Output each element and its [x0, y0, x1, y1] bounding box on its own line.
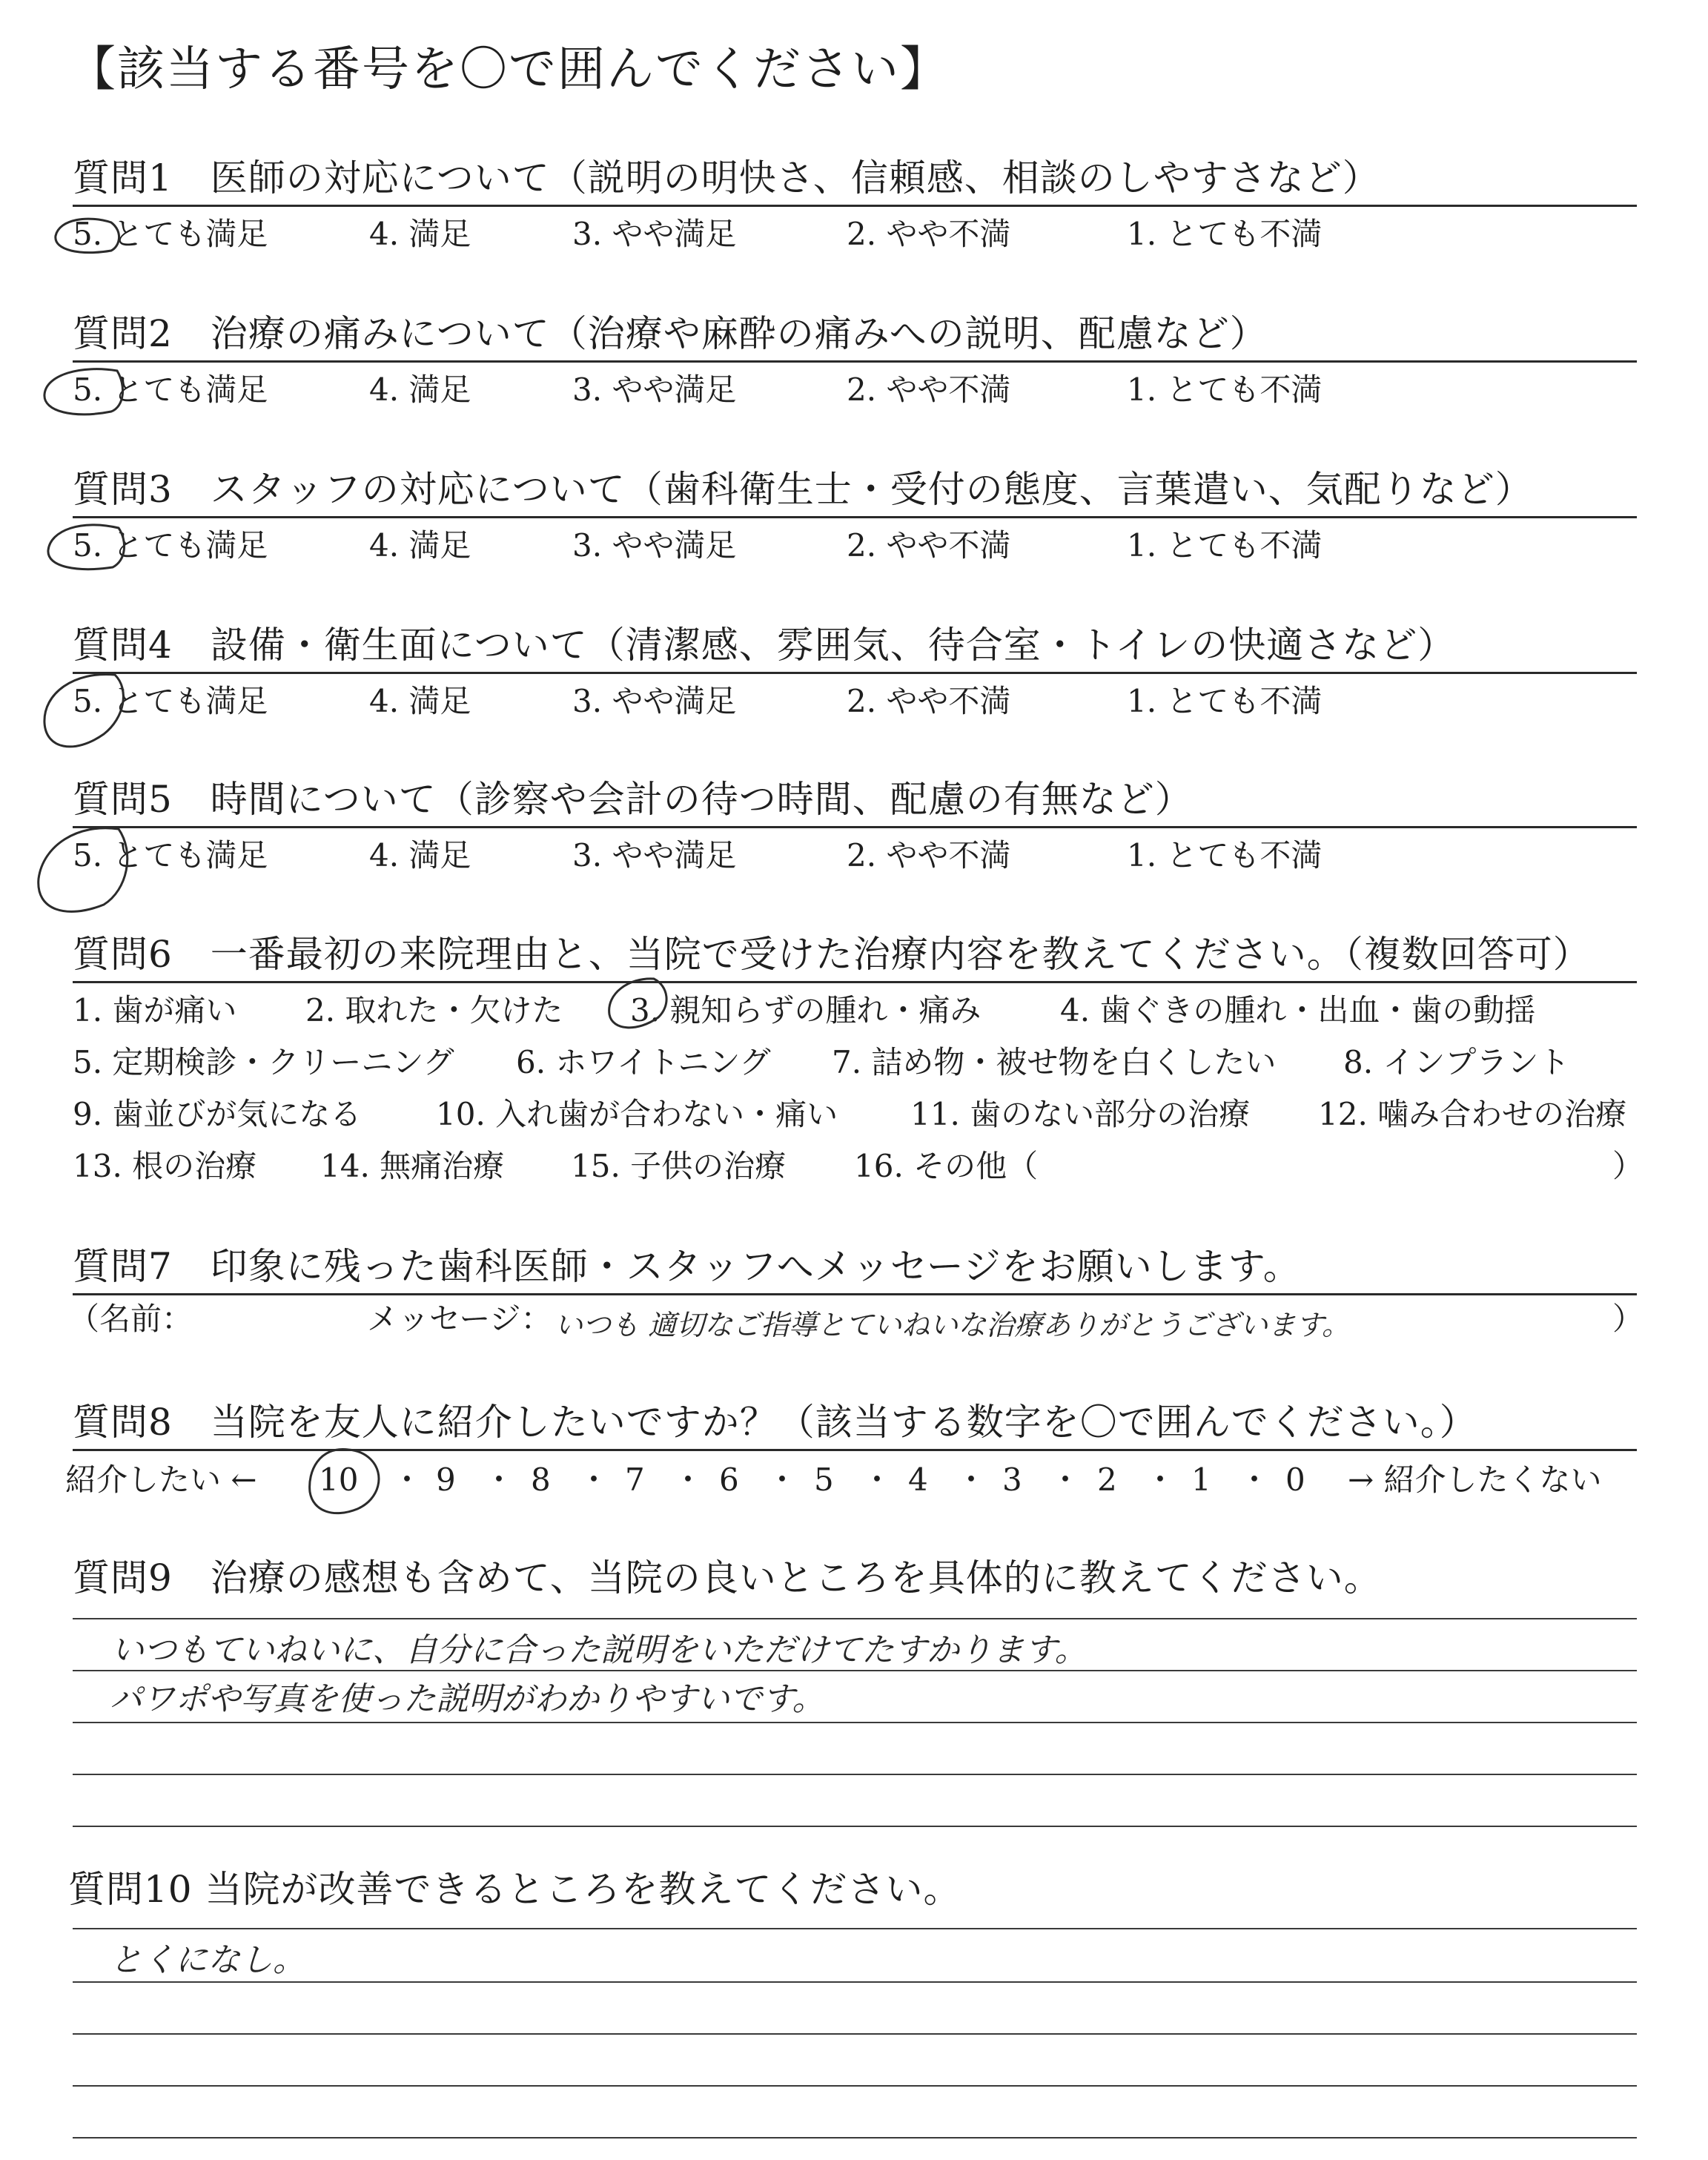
q4-option-5[interactable]: 5. とても満足	[73, 683, 268, 719]
q6-close-paren: ）	[1612, 1148, 1644, 1184]
q6-option-9[interactable]: 9. 歯並びが気になる	[73, 1096, 362, 1132]
q6-selection-circle	[609, 979, 666, 1028]
q7-message-label: メッセージ：	[367, 1301, 552, 1337]
q1-selection-circle	[56, 219, 119, 253]
q6-option-8[interactable]: 8. インプラント	[1343, 1044, 1570, 1080]
question-7-title: 質問7 印象に残った歯科医師・スタッフへメッセージをお願いします。	[73, 1245, 1301, 1288]
q1-option-1[interactable]: 1. とても不満	[1127, 216, 1323, 252]
q6-option-2[interactable]: 2. 取れた・欠けた	[305, 992, 563, 1028]
q6-option-10[interactable]: 10. 入れ歯が合わない・痛い	[436, 1096, 838, 1132]
q6-option-14[interactable]: 14. 無痛治療	[320, 1148, 505, 1184]
q1-option-2[interactable]: 2. やや不満	[847, 216, 1011, 252]
q3-option-1[interactable]: 1. とても不満	[1127, 527, 1323, 564]
q6-option-7[interactable]: 7. 詰め物・被せ物を白くしたい	[832, 1044, 1277, 1080]
q5-option-3[interactable]: 3. やや満足	[572, 837, 737, 873]
q10-answer-line-1[interactable]: とくになし。	[110, 1941, 305, 1979]
q6-option-11[interactable]: 11. 歯のない部分の治療	[910, 1096, 1251, 1132]
q6-option-16[interactable]: 16. その他（	[854, 1148, 1039, 1184]
q5-option-5[interactable]: 5. とても満足	[73, 837, 268, 873]
q4-option-4[interactable]: 4. 満足	[369, 683, 471, 719]
q2-option-3[interactable]: 3. やや満足	[572, 371, 737, 408]
q8-scale-dot: ・	[1145, 1462, 1176, 1498]
q9-answer-line-1[interactable]: いつもていねいに、自分に合った説明をいただけてたすかります。	[111, 1631, 1088, 1669]
question-9-title: 質問9 治療の感想も含めて、当院の良いところを具体的に教えてください。	[73, 1556, 1382, 1599]
q6-option-3[interactable]: 3. 親知らずの腫れ・痛み	[630, 992, 982, 1028]
q3-option-5[interactable]: 5. とても満足	[73, 527, 268, 564]
q4-selection-circle	[44, 674, 124, 746]
q8-scale-3[interactable]: 3	[1002, 1462, 1022, 1498]
q1-option-5[interactable]: 5. とても満足	[73, 216, 268, 252]
q3-option-2[interactable]: 2. やや不満	[847, 527, 1011, 564]
q4-option-3[interactable]: 3. やや満足	[572, 683, 737, 719]
question-4-title: 質問4 設備・衛生面について（清潔感、雰囲気、待合室・トイレの快適さなど）	[73, 624, 1456, 667]
question-5-title: 質問5 時間について（診察や会計の待つ時間、配慮の有無など）	[73, 778, 1193, 821]
q6-option-12[interactable]: 12. 噛み合わせの治療	[1318, 1096, 1627, 1132]
question-1-title: 質問1 医師の対応について（説明の明快さ、信頼感、相談のしやすさなど）	[73, 156, 1380, 199]
q8-scale-10[interactable]: 10	[319, 1462, 359, 1498]
q8-scale-2[interactable]: 2	[1097, 1462, 1117, 1498]
q6-option-4[interactable]: 4. 歯ぐきの腫れ・出血・歯の動揺	[1060, 992, 1536, 1028]
q8-scale-dot: ・	[1050, 1462, 1082, 1498]
q8-scale-5[interactable]: 5	[814, 1462, 834, 1498]
q6-option-5[interactable]: 5. 定期検診・クリーニング	[73, 1044, 454, 1080]
q8-left-label: 紹介したい ←	[65, 1462, 257, 1498]
q8-scale-9[interactable]: 9	[436, 1462, 456, 1498]
q3-option-4[interactable]: 4. 満足	[369, 527, 471, 564]
q8-scale-dot: ・	[861, 1462, 893, 1498]
q8-scale-dot: ・	[1239, 1462, 1271, 1498]
q2-option-1[interactable]: 1. とても不満	[1127, 371, 1323, 408]
q8-scale-1[interactable]: 1	[1191, 1462, 1211, 1498]
q8-scale-6[interactable]: 6	[719, 1462, 739, 1498]
q8-selection-circle	[310, 1450, 379, 1513]
q3-option-3[interactable]: 3. やや満足	[572, 527, 737, 564]
q8-scale-8[interactable]: 8	[531, 1462, 551, 1498]
q8-scale-dot: ・	[767, 1462, 798, 1498]
q8-scale-dot: ・	[956, 1462, 987, 1498]
q8-right-label: → 紹介したくない	[1348, 1462, 1602, 1498]
question-8-title: 質問8 当院を友人に紹介したいですか？（該当する数字を〇で囲んでください。）	[73, 1401, 1477, 1444]
q4-option-2[interactable]: 2. やや不満	[847, 683, 1011, 719]
q5-option-2[interactable]: 2. やや不満	[847, 837, 1011, 873]
question-2-title: 質問2 治療の痛みについて（治療や麻酔の痛みへの説明、配慮など）	[73, 312, 1268, 355]
question-3-title: 質問3 スタッフの対応について（歯科衛生士・受付の態度、言葉遣い、気配りなど）	[73, 468, 1533, 511]
q6-option-13[interactable]: 13. 根の治療	[73, 1148, 257, 1184]
q5-option-1[interactable]: 1. とても不満	[1127, 837, 1323, 873]
q6-option-1[interactable]: 1. 歯が痛い	[73, 992, 237, 1028]
q8-scale-7[interactable]: 7	[625, 1462, 645, 1498]
q4-option-1[interactable]: 1. とても不満	[1127, 683, 1323, 719]
q8-scale-dot: ・	[672, 1462, 704, 1498]
q8-scale-4[interactable]: 4	[908, 1462, 928, 1498]
q7-message-handwriting[interactable]: いつも 適切なご指導とていねいな治療ありがとうございます。	[555, 1309, 1351, 1341]
q8-scale-dot: ・	[391, 1462, 423, 1498]
question-10-title: 質問10 当院が改善できるところを教えてください。	[68, 1868, 961, 1911]
q2-option-5[interactable]: 5. とても満足	[73, 371, 268, 408]
q3-selection-circle	[48, 525, 125, 569]
q1-option-4[interactable]: 4. 満足	[369, 216, 471, 252]
q2-option-2[interactable]: 2. やや不満	[847, 371, 1011, 408]
q8-scale-dot: ・	[578, 1462, 610, 1498]
q5-selection-circle	[39, 828, 128, 912]
q2-selection-circle	[44, 369, 123, 415]
q8-scale-dot: ・	[483, 1462, 515, 1498]
q5-option-4[interactable]: 4. 満足	[369, 837, 471, 873]
q9-answer-line-2[interactable]: パワポや写真を使った説明がわかりやすいです。	[110, 1680, 825, 1718]
question-6-title: 質問6 一番最初の来院理由と、当院で受けた治療内容を教えてください。（複数回答可）	[73, 933, 1591, 976]
q7-close-paren: ）	[1612, 1301, 1644, 1337]
q2-option-4[interactable]: 4. 満足	[369, 371, 471, 408]
q8-scale-0[interactable]: 0	[1285, 1462, 1305, 1498]
q6-option-15[interactable]: 15. 子供の治療	[571, 1148, 787, 1184]
q7-name-label: （名前：	[68, 1301, 193, 1337]
q6-option-6[interactable]: 6. ホワイトニング	[516, 1044, 771, 1080]
page-title: 【該当する番号を〇で囲んでください】	[68, 42, 949, 97]
q1-option-3[interactable]: 3. やや満足	[572, 216, 737, 252]
